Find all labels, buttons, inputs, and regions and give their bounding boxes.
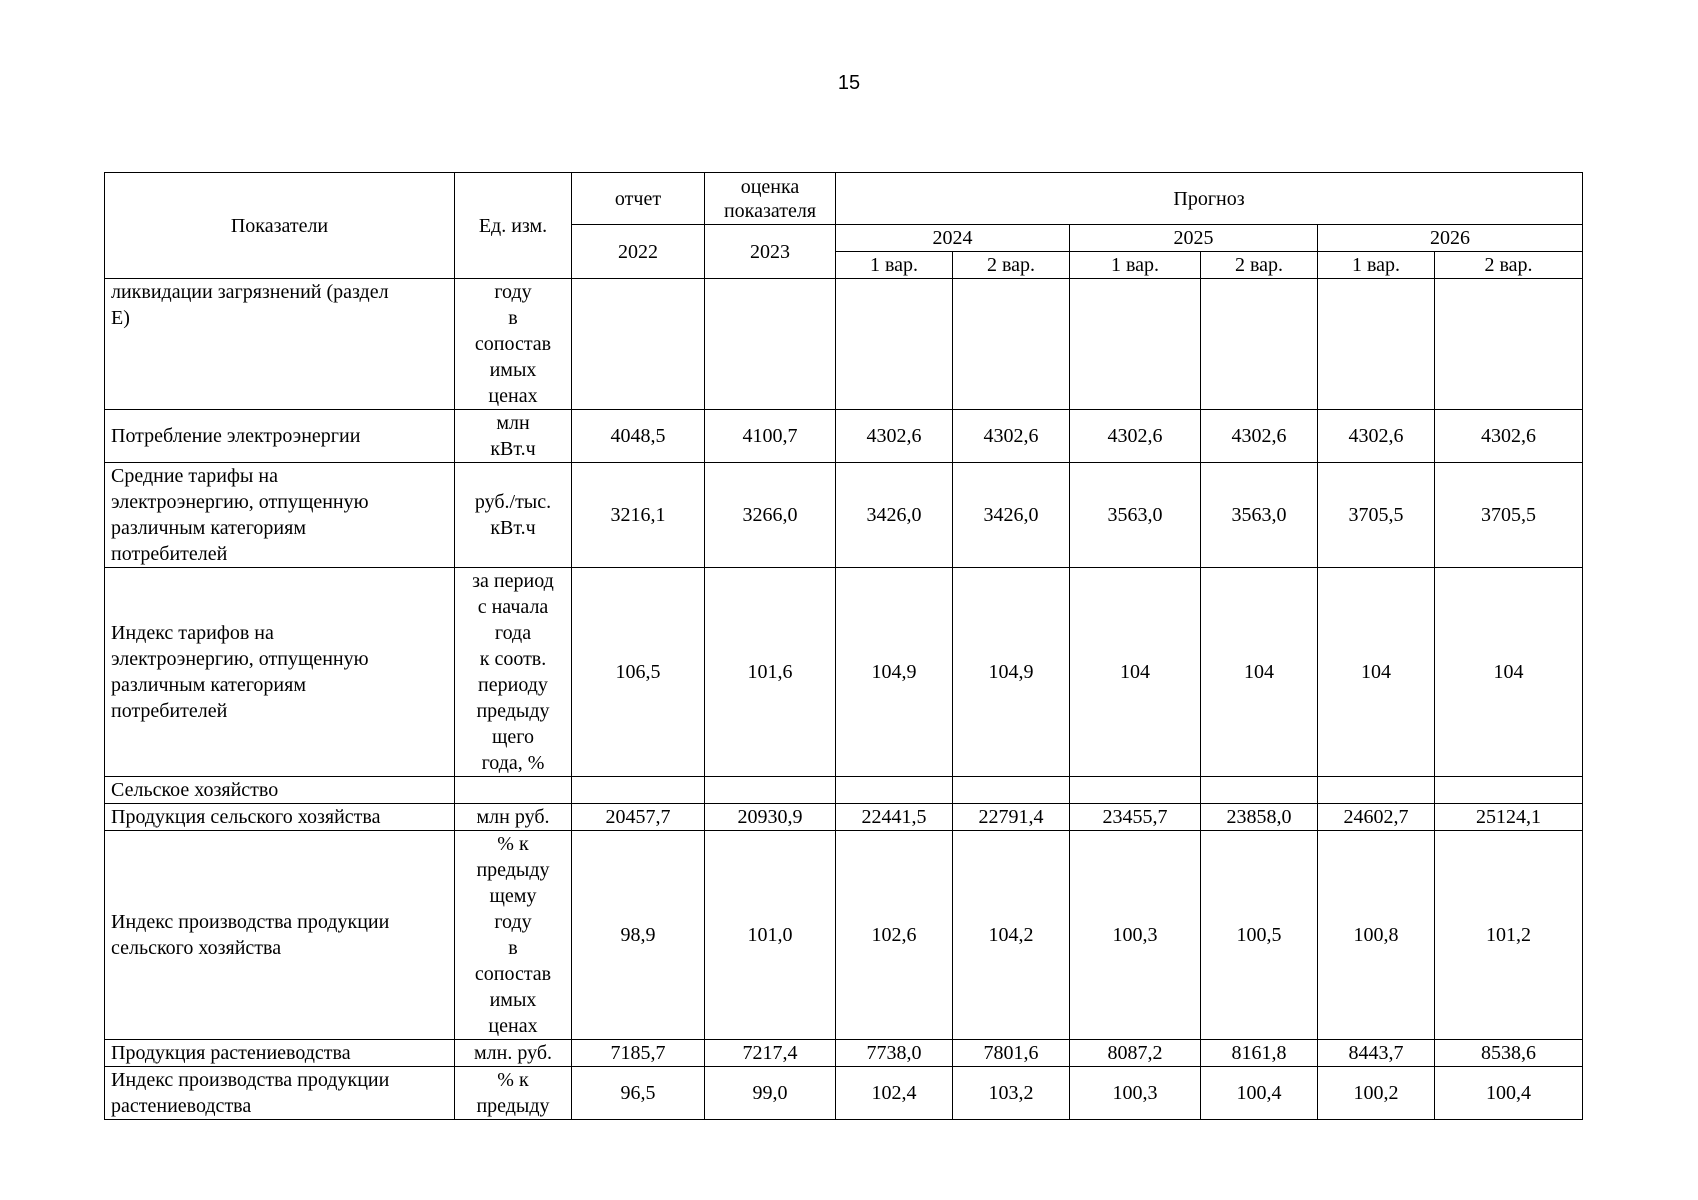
value-cell [705, 777, 836, 804]
header-indicator: Показатели [105, 173, 455, 279]
value-cell: 8161,8 [1201, 1040, 1318, 1067]
value-cell: 4302,6 [1318, 410, 1435, 463]
value-cell: 4302,6 [836, 410, 953, 463]
value-cell: 100,4 [1201, 1067, 1318, 1120]
value-cell: 100,3 [1070, 831, 1201, 1040]
value-cell: 8087,2 [1070, 1040, 1201, 1067]
row-label: Продукция растениеводства [105, 1040, 455, 1067]
row-unit: % к предыду щему году в сопостав имых ценах [455, 831, 572, 1040]
row-label: Потребление электроэнергии [105, 410, 455, 463]
value-cell [836, 777, 953, 804]
value-cell: 104,2 [953, 831, 1070, 1040]
row-unit: % к предыду [455, 1067, 572, 1120]
value-cell: 23858,0 [1201, 804, 1318, 831]
value-cell: 7738,0 [836, 1040, 953, 1067]
value-cell: 103,2 [953, 1067, 1070, 1120]
value-cell: 20457,7 [572, 804, 705, 831]
value-cell: 102,4 [836, 1067, 953, 1120]
value-cell: 104 [1070, 568, 1201, 777]
value-cell: 100,2 [1318, 1067, 1435, 1120]
row-unit: млн руб. [455, 804, 572, 831]
header-variant: 2 вар. [953, 252, 1070, 279]
value-cell [705, 279, 836, 410]
value-cell: 104 [1318, 568, 1435, 777]
value-cell: 20930,9 [705, 804, 836, 831]
value-cell: 4302,6 [953, 410, 1070, 463]
header-forecast: Прогноз [836, 173, 1583, 225]
header-year-2023: 2023 [705, 225, 836, 279]
value-cell [1201, 279, 1318, 410]
value-cell: 100,3 [1070, 1067, 1201, 1120]
value-cell: 104,9 [836, 568, 953, 777]
value-cell: 7185,7 [572, 1040, 705, 1067]
header-unit: Ед. изм. [455, 173, 572, 279]
value-cell [572, 777, 705, 804]
value-cell [1435, 777, 1583, 804]
table-row [105, 1040, 1583, 1067]
header-year-2022: 2022 [572, 225, 705, 279]
value-cell: 3563,0 [1070, 463, 1201, 568]
value-cell: 4302,6 [1070, 410, 1201, 463]
row-label: ликвидации загрязнений (раздел Е) [105, 279, 455, 410]
row-unit: за период с начала года к соотв. периоду предыду щего года, % [455, 568, 572, 777]
value-cell: 22791,4 [953, 804, 1070, 831]
value-cell: 101,6 [705, 568, 836, 777]
value-cell [953, 777, 1070, 804]
value-cell: 104,9 [953, 568, 1070, 777]
table-row [105, 1067, 1583, 1120]
value-cell: 23455,7 [1070, 804, 1201, 831]
header-report: отчет [572, 173, 705, 225]
table-row [105, 279, 1583, 410]
value-cell [572, 279, 705, 410]
value-cell: 100,8 [1318, 831, 1435, 1040]
value-cell: 3426,0 [953, 463, 1070, 568]
value-cell: 101,2 [1435, 831, 1583, 1040]
row-unit [455, 777, 572, 804]
value-cell [1435, 279, 1583, 410]
value-cell: 100,4 [1435, 1067, 1583, 1120]
value-cell: 3426,0 [836, 463, 953, 568]
value-cell: 4302,6 [1435, 410, 1583, 463]
row-unit: году в сопостав имых ценах [455, 279, 572, 410]
header-year-2024: 2024 [836, 225, 1070, 252]
forecast-table [104, 172, 1583, 1120]
value-cell [1070, 777, 1201, 804]
value-cell: 24602,7 [1318, 804, 1435, 831]
value-cell: 4302,6 [1201, 410, 1318, 463]
value-cell: 4048,5 [572, 410, 705, 463]
header-variant: 1 вар. [1070, 252, 1201, 279]
value-cell: 3563,0 [1201, 463, 1318, 568]
value-cell [1070, 279, 1201, 410]
table-row [105, 463, 1583, 568]
row-label: Индекс производства продукции растениеводства [105, 1067, 455, 1120]
value-cell: 4100,7 [705, 410, 836, 463]
table-section-row [105, 777, 1583, 804]
value-cell [953, 279, 1070, 410]
header-estimate: оценка показателя [705, 173, 836, 225]
value-cell: 25124,1 [1435, 804, 1583, 831]
value-cell: 104 [1201, 568, 1318, 777]
header-variant: 2 вар. [1201, 252, 1318, 279]
value-cell: 3705,5 [1435, 463, 1583, 568]
header-year-2025: 2025 [1070, 225, 1318, 252]
value-cell: 3266,0 [705, 463, 836, 568]
value-cell: 104 [1435, 568, 1583, 777]
value-cell: 98,9 [572, 831, 705, 1040]
value-cell [836, 279, 953, 410]
value-cell [1201, 777, 1318, 804]
value-cell: 100,5 [1201, 831, 1318, 1040]
value-cell: 8443,7 [1318, 1040, 1435, 1067]
row-unit: млн. руб. [455, 1040, 572, 1067]
value-cell: 99,0 [705, 1067, 836, 1120]
value-cell: 7801,6 [953, 1040, 1070, 1067]
value-cell: 96,5 [572, 1067, 705, 1120]
row-label: Продукция сельского хозяйства [105, 804, 455, 831]
table-row [105, 568, 1583, 777]
header-variant: 1 вар. [836, 252, 953, 279]
header-variant: 2 вар. [1435, 252, 1583, 279]
table-row [105, 804, 1583, 831]
table-row [105, 410, 1583, 463]
value-cell: 101,0 [705, 831, 836, 1040]
section-heading: Сельское хозяйство [105, 777, 455, 804]
value-cell: 3705,5 [1318, 463, 1435, 568]
page-number: 15 [837, 72, 861, 94]
value-cell [1318, 279, 1435, 410]
row-label: Индекс производства продукции сельского хозяйства [105, 831, 455, 1040]
row-label: Средние тарифы на электроэнергию, отпущенную различным категориям потребителей [105, 463, 455, 568]
value-cell: 3216,1 [572, 463, 705, 568]
value-cell: 22441,5 [836, 804, 953, 831]
value-cell: 102,6 [836, 831, 953, 1040]
header-year-2026: 2026 [1318, 225, 1583, 252]
value-cell: 8538,6 [1435, 1040, 1583, 1067]
header-variant: 1 вар. [1318, 252, 1435, 279]
row-unit: руб./тыс. кВт.ч [455, 463, 572, 568]
value-cell: 7217,4 [705, 1040, 836, 1067]
value-cell [1318, 777, 1435, 804]
value-cell: 106,5 [572, 568, 705, 777]
row-label: Индекс тарифов на электроэнергию, отпущенную различным категориям потребителей [105, 568, 455, 777]
table-row [105, 831, 1583, 1040]
row-unit: млн кВт.ч [455, 410, 572, 463]
